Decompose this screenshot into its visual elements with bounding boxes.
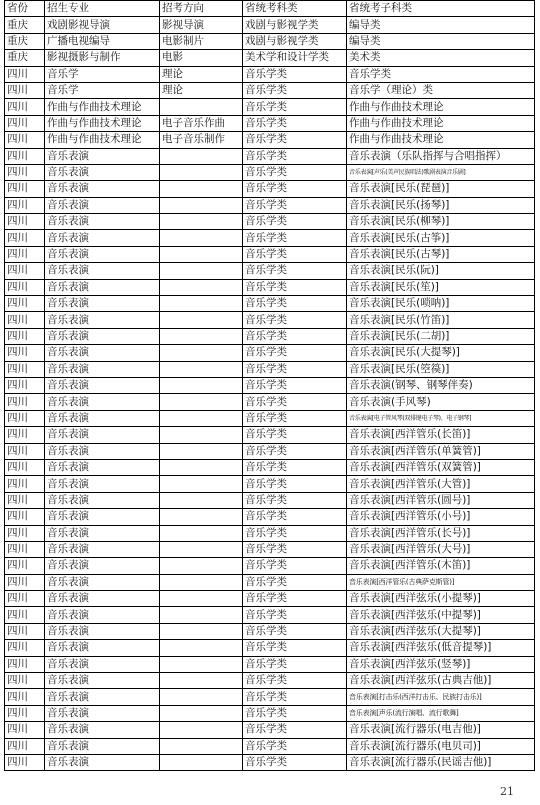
table-row <box>5 738 535 754</box>
table-row <box>5 263 535 279</box>
cell-major: 音乐表演 <box>45 525 160 541</box>
cell-direction: 电子音乐制作 <box>160 132 243 148</box>
table-row <box>5 427 535 443</box>
cell-direction <box>160 410 243 426</box>
cell-major: 音乐表演 <box>45 148 160 164</box>
cell-direction <box>160 246 243 262</box>
cell-exam-category: 音乐学类 <box>243 640 347 656</box>
cell-province: 四川 <box>5 492 45 508</box>
cell-province: 四川 <box>5 722 45 738</box>
cell-direction <box>160 377 243 393</box>
cell-exam-subcategory: 音乐表演[民乐(古筝)] <box>347 230 535 246</box>
cell-exam-category: 音乐学类 <box>243 754 347 770</box>
table-row <box>5 722 535 738</box>
cell-direction <box>160 591 243 607</box>
table-row <box>5 66 535 82</box>
cell-major: 音乐表演 <box>45 296 160 312</box>
cell-major: 音乐表演 <box>45 623 160 639</box>
cell-exam-category: 音乐学类 <box>243 476 347 492</box>
cell-province: 四川 <box>5 361 45 377</box>
cell-exam-category: 音乐学类 <box>243 558 347 574</box>
cell-exam-category: 音乐学类 <box>243 689 347 705</box>
cell-province: 四川 <box>5 574 45 590</box>
table-row <box>5 164 535 180</box>
cell-major: 音乐表演 <box>45 722 160 738</box>
cell-exam-subcategory: 音乐表演[声乐(流行演唱、流行歌舞] <box>347 705 535 721</box>
cell-exam-category: 音乐学类 <box>243 214 347 230</box>
cell-exam-category: 音乐学类 <box>243 722 347 738</box>
table-row <box>5 689 535 705</box>
cell-major: 作曲与作曲技术理论 <box>45 115 160 131</box>
cell-direction <box>160 738 243 754</box>
cell-major: 音乐表演 <box>45 705 160 721</box>
table-row <box>5 591 535 607</box>
cell-direction <box>160 181 243 197</box>
cell-exam-subcategory: 音乐表演[民乐(琵琶)] <box>347 181 535 197</box>
cell-direction <box>160 263 243 279</box>
cell-major: 音乐表演 <box>45 754 160 770</box>
table-row <box>5 361 535 377</box>
cell-major: 音乐表演 <box>45 476 160 492</box>
cell-major: 音乐表演 <box>45 312 160 328</box>
cell-exam-subcategory: 音乐表演[西洋管乐(圆号)] <box>347 492 535 508</box>
table-body <box>5 17 535 771</box>
header-exam-subcategory: 省统考子科类 <box>347 1 535 17</box>
cell-exam-subcategory: 音乐表演[西洋管乐(小号)] <box>347 509 535 525</box>
table-row <box>5 82 535 98</box>
cell-province: 四川 <box>5 279 45 295</box>
table-row <box>5 312 535 328</box>
cell-province: 四川 <box>5 754 45 770</box>
cell-exam-category: 音乐学类 <box>243 115 347 131</box>
cell-exam-subcategory: 音乐表演(钢琴、钢琴伴奏) <box>347 377 535 393</box>
cell-province: 四川 <box>5 427 45 443</box>
cell-exam-category: 音乐学类 <box>243 623 347 639</box>
cell-province: 四川 <box>5 115 45 131</box>
cell-direction: 电影 <box>160 50 243 66</box>
cell-province: 四川 <box>5 328 45 344</box>
cell-province: 四川 <box>5 705 45 721</box>
cell-major: 音乐表演 <box>45 230 160 246</box>
cell-exam-category: 戏剧与影视学类 <box>243 33 347 49</box>
cell-exam-category: 音乐学类 <box>243 656 347 672</box>
cell-direction <box>160 656 243 672</box>
cell-province: 四川 <box>5 591 45 607</box>
cell-exam-subcategory: 音乐表演[西洋弦乐(低音提琴)] <box>347 640 535 656</box>
cell-exam-subcategory: 音乐表演[电子管风琴(双排键电子琴)、电子钢琴] <box>347 410 535 426</box>
cell-province: 四川 <box>5 673 45 689</box>
cell-direction <box>160 476 243 492</box>
header-province: 省份 <box>5 1 45 17</box>
admissions-table-sheet <box>4 0 534 771</box>
cell-major: 音乐表演 <box>45 328 160 344</box>
cell-major: 音乐表演 <box>45 443 160 459</box>
cell-direction <box>160 754 243 770</box>
cell-exam-subcategory: 音乐表演[西洋管乐(双簧管)] <box>347 459 535 475</box>
cell-province: 四川 <box>5 181 45 197</box>
table-row <box>5 558 535 574</box>
cell-province: 四川 <box>5 296 45 312</box>
cell-exam-subcategory: 音乐表演[西洋管乐(长笛)] <box>347 427 535 443</box>
cell-major: 音乐表演 <box>45 640 160 656</box>
cell-province: 四川 <box>5 410 45 426</box>
table-row <box>5 246 535 262</box>
cell-exam-category: 音乐学类 <box>243 312 347 328</box>
cell-exam-category: 音乐学类 <box>243 459 347 475</box>
cell-province: 四川 <box>5 541 45 557</box>
cell-province: 四川 <box>5 459 45 475</box>
table-row <box>5 99 535 115</box>
cell-exam-category: 音乐学类 <box>243 509 347 525</box>
cell-province: 重庆 <box>5 33 45 49</box>
cell-major: 作曲与作曲技术理论 <box>45 99 160 115</box>
cell-province: 四川 <box>5 558 45 574</box>
cell-direction <box>160 164 243 180</box>
cell-major: 音乐表演 <box>45 673 160 689</box>
cell-exam-subcategory: 音乐表演[民乐(竹笛)] <box>347 312 535 328</box>
cell-major: 音乐表演 <box>45 689 160 705</box>
cell-exam-subcategory: 音乐表演[民乐(柳琴)] <box>347 214 535 230</box>
cell-exam-subcategory: 音乐表演[西洋管乐(单簧管)] <box>347 443 535 459</box>
cell-major: 音乐表演 <box>45 197 160 213</box>
table-row <box>5 673 535 689</box>
cell-direction <box>160 607 243 623</box>
cell-province: 四川 <box>5 148 45 164</box>
cell-exam-category: 音乐学类 <box>243 263 347 279</box>
table-row <box>5 541 535 557</box>
cell-exam-subcategory: 音乐表演[民乐(箜篌)] <box>347 361 535 377</box>
cell-direction <box>160 722 243 738</box>
cell-exam-subcategory: 作曲与作曲技术理论 <box>347 99 535 115</box>
cell-major: 音乐表演 <box>45 246 160 262</box>
cell-exam-category: 音乐学类 <box>243 410 347 426</box>
cell-exam-category: 音乐学类 <box>243 427 347 443</box>
cell-province: 四川 <box>5 214 45 230</box>
cell-major: 音乐表演 <box>45 492 160 508</box>
table-row <box>5 607 535 623</box>
table-row <box>5 574 535 590</box>
cell-major: 音乐表演 <box>45 558 160 574</box>
table-row <box>5 525 535 541</box>
cell-exam-category: 音乐学类 <box>243 296 347 312</box>
cell-direction <box>160 574 243 590</box>
table-row <box>5 181 535 197</box>
cell-direction <box>160 705 243 721</box>
cell-province: 四川 <box>5 607 45 623</box>
cell-exam-subcategory: 音乐表演[民乐(二胡)] <box>347 328 535 344</box>
cell-direction <box>160 427 243 443</box>
cell-major: 音乐表演 <box>45 656 160 672</box>
cell-major: 音乐表演 <box>45 574 160 590</box>
cell-exam-subcategory: 音乐表演[西洋管乐(大号)] <box>347 541 535 557</box>
header-major: 招生专业 <box>45 1 160 17</box>
cell-direction <box>160 148 243 164</box>
table-row <box>5 476 535 492</box>
cell-exam-subcategory: 编导类 <box>347 33 535 49</box>
cell-exam-subcategory: 音乐表演[流行器乐(民谣吉他)] <box>347 754 535 770</box>
cell-province: 四川 <box>5 689 45 705</box>
table-row <box>5 443 535 459</box>
cell-exam-subcategory: 音乐表演[流行器乐(电贝司)] <box>347 738 535 754</box>
cell-direction: 电影制片 <box>160 33 243 49</box>
cell-exam-category: 音乐学类 <box>243 377 347 393</box>
cell-province: 四川 <box>5 656 45 672</box>
table-row <box>5 328 535 344</box>
cell-direction <box>160 509 243 525</box>
cell-exam-subcategory: 音乐表演[西洋弦乐(大提琴)] <box>347 623 535 639</box>
cell-direction: 理论 <box>160 66 243 82</box>
cell-direction <box>160 689 243 705</box>
cell-major: 音乐表演 <box>45 181 160 197</box>
cell-exam-subcategory: 音乐表演[民乐(唢呐)] <box>347 296 535 312</box>
cell-direction <box>160 230 243 246</box>
cell-province: 重庆 <box>5 17 45 33</box>
cell-province: 四川 <box>5 476 45 492</box>
cell-exam-subcategory: 作曲与作曲技术理论 <box>347 115 535 131</box>
cell-major: 音乐表演 <box>45 591 160 607</box>
cell-exam-subcategory: 音乐表演[西洋弦乐(竖琴)] <box>347 656 535 672</box>
cell-province: 四川 <box>5 623 45 639</box>
cell-province: 四川 <box>5 640 45 656</box>
cell-province: 四川 <box>5 164 45 180</box>
cell-major: 戏剧影视导演 <box>45 17 160 33</box>
cell-province: 四川 <box>5 132 45 148</box>
cell-exam-subcategory: 音乐表演[西洋弦乐(古典吉他)] <box>347 673 535 689</box>
cell-exam-category: 音乐学类 <box>243 673 347 689</box>
cell-exam-category: 音乐学类 <box>243 394 347 410</box>
cell-exam-category: 音乐学类 <box>243 148 347 164</box>
cell-direction <box>160 279 243 295</box>
cell-exam-subcategory: 音乐表演[打击乐(西洋打击乐、民族打击乐)] <box>347 689 535 705</box>
cell-province: 四川 <box>5 230 45 246</box>
table-row <box>5 377 535 393</box>
cell-province: 四川 <box>5 738 45 754</box>
table-row <box>5 459 535 475</box>
cell-exam-category: 音乐学类 <box>243 607 347 623</box>
cell-direction <box>160 345 243 361</box>
cell-exam-subcategory: 音乐表演[西洋弦乐(中提琴)] <box>347 607 535 623</box>
cell-direction <box>160 214 243 230</box>
cell-direction <box>160 492 243 508</box>
header-exam-category: 省统考科类 <box>243 1 347 17</box>
table-row <box>5 492 535 508</box>
cell-major: 音乐表演 <box>45 738 160 754</box>
cell-major: 音乐表演 <box>45 279 160 295</box>
cell-major: 音乐表演 <box>45 607 160 623</box>
cell-major: 音乐学 <box>45 82 160 98</box>
cell-exam-subcategory: 音乐学类 <box>347 66 535 82</box>
cell-major: 音乐表演 <box>45 263 160 279</box>
cell-exam-subcategory: 音乐表演[西洋弦乐(小提琴)] <box>347 591 535 607</box>
cell-direction <box>160 361 243 377</box>
cell-exam-subcategory: 音乐表演[声乐(美声民族唱法)歌剧表演音乐剧] <box>347 164 535 180</box>
table-row <box>5 230 535 246</box>
cell-major: 音乐表演 <box>45 394 160 410</box>
cell-direction: 电子音乐作曲 <box>160 115 243 131</box>
cell-exam-category: 音乐学类 <box>243 738 347 754</box>
cell-direction <box>160 312 243 328</box>
cell-exam-category: 音乐学类 <box>243 230 347 246</box>
cell-exam-category: 音乐学类 <box>243 82 347 98</box>
cell-exam-subcategory: 音乐表演[西洋管乐(长号)] <box>347 525 535 541</box>
cell-major: 音乐表演 <box>45 459 160 475</box>
cell-direction <box>160 541 243 557</box>
cell-exam-category: 音乐学类 <box>243 525 347 541</box>
cell-exam-category: 音乐学类 <box>243 66 347 82</box>
cell-province: 重庆 <box>5 50 45 66</box>
cell-exam-category: 音乐学类 <box>243 132 347 148</box>
cell-direction: 理论 <box>160 82 243 98</box>
cell-exam-subcategory: 音乐表演[西洋管乐(古典萨克斯管)] <box>347 574 535 590</box>
cell-direction <box>160 443 243 459</box>
table-row <box>5 509 535 525</box>
table-row <box>5 345 535 361</box>
cell-exam-category: 音乐学类 <box>243 328 347 344</box>
cell-exam-subcategory: 音乐表演[民乐(扬琴)] <box>347 197 535 213</box>
cell-exam-category: 音乐学类 <box>243 361 347 377</box>
cell-province: 四川 <box>5 82 45 98</box>
cell-major: 音乐表演 <box>45 410 160 426</box>
cell-province: 四川 <box>5 197 45 213</box>
table-header-row <box>5 1 535 17</box>
table-row <box>5 640 535 656</box>
cell-exam-category: 音乐学类 <box>243 541 347 557</box>
cell-major: 作曲与作曲技术理论 <box>45 132 160 148</box>
cell-direction <box>160 99 243 115</box>
cell-direction <box>160 197 243 213</box>
cell-exam-category: 音乐学类 <box>243 99 347 115</box>
cell-direction: 影视导演 <box>160 17 243 33</box>
cell-province: 四川 <box>5 377 45 393</box>
table-row <box>5 754 535 770</box>
cell-province: 四川 <box>5 312 45 328</box>
table-row <box>5 148 535 164</box>
table-row <box>5 17 535 33</box>
cell-province: 四川 <box>5 66 45 82</box>
cell-direction <box>160 328 243 344</box>
table-row <box>5 296 535 312</box>
cell-exam-category: 音乐学类 <box>243 492 347 508</box>
cell-major: 音乐表演 <box>45 509 160 525</box>
cell-exam-category: 音乐学类 <box>243 345 347 361</box>
table-row <box>5 623 535 639</box>
cell-direction <box>160 394 243 410</box>
cell-province: 四川 <box>5 525 45 541</box>
cell-exam-category: 音乐学类 <box>243 574 347 590</box>
cell-exam-subcategory: 音乐表演[民乐(阮)] <box>347 263 535 279</box>
cell-province: 四川 <box>5 394 45 410</box>
table-row <box>5 115 535 131</box>
cell-exam-subcategory: 音乐表演[流行器乐(电吉他)] <box>347 722 535 738</box>
cell-direction <box>160 623 243 639</box>
table-row <box>5 656 535 672</box>
cell-direction <box>160 296 243 312</box>
cell-exam-category: 音乐学类 <box>243 246 347 262</box>
table-row <box>5 705 535 721</box>
page-number: 21 <box>500 785 514 798</box>
cell-province: 四川 <box>5 345 45 361</box>
cell-major: 音乐表演 <box>45 361 160 377</box>
cell-direction <box>160 459 243 475</box>
cell-exam-subcategory: 音乐表演[民乐(笙)] <box>347 279 535 295</box>
cell-exam-category: 美术学和设计学类 <box>243 50 347 66</box>
cell-exam-subcategory: 音乐表演[西洋管乐(大管)] <box>347 476 535 492</box>
cell-exam-subcategory: 音乐学（理论）类 <box>347 82 535 98</box>
cell-exam-category: 音乐学类 <box>243 181 347 197</box>
cell-exam-subcategory: 美术类 <box>347 50 535 66</box>
table-row <box>5 50 535 66</box>
cell-province: 四川 <box>5 246 45 262</box>
cell-major: 影视摄影与制作 <box>45 50 160 66</box>
cell-province: 四川 <box>5 263 45 279</box>
cell-major: 音乐表演 <box>45 377 160 393</box>
cell-exam-category: 音乐学类 <box>243 197 347 213</box>
admissions-table <box>4 0 535 771</box>
cell-exam-category: 音乐学类 <box>243 591 347 607</box>
cell-exam-subcategory: 音乐表演(手风琴) <box>347 394 535 410</box>
cell-direction <box>160 558 243 574</box>
cell-direction <box>160 640 243 656</box>
cell-major: 音乐表演 <box>45 427 160 443</box>
table-row <box>5 214 535 230</box>
cell-exam-category: 音乐学类 <box>243 164 347 180</box>
cell-major: 音乐表演 <box>45 345 160 361</box>
table-row <box>5 33 535 49</box>
cell-province: 四川 <box>5 509 45 525</box>
cell-major: 音乐表演 <box>45 164 160 180</box>
table-row <box>5 410 535 426</box>
table-row <box>5 132 535 148</box>
cell-province: 四川 <box>5 443 45 459</box>
table-row <box>5 197 535 213</box>
cell-exam-category: 音乐学类 <box>243 279 347 295</box>
cell-exam-subcategory: 音乐表演[民乐(大提琴)] <box>347 345 535 361</box>
cell-direction <box>160 525 243 541</box>
cell-exam-subcategory: 编导类 <box>347 17 535 33</box>
cell-exam-subcategory: 音乐表演（乐队指挥与合唱指挥） <box>347 148 535 164</box>
cell-major: 音乐学 <box>45 66 160 82</box>
cell-major: 音乐表演 <box>45 214 160 230</box>
cell-exam-subcategory: 音乐表演[民乐(古琴)] <box>347 246 535 262</box>
cell-major: 音乐表演 <box>45 541 160 557</box>
cell-province: 四川 <box>5 99 45 115</box>
table-row <box>5 394 535 410</box>
header-direction: 招考方向 <box>160 1 243 17</box>
cell-major: 广播电视编导 <box>45 33 160 49</box>
cell-exam-subcategory: 作曲与作曲技术理论 <box>347 132 535 148</box>
table-row <box>5 279 535 295</box>
cell-exam-subcategory: 音乐表演[西洋管乐(木笛)] <box>347 558 535 574</box>
cell-exam-category: 音乐学类 <box>243 443 347 459</box>
cell-exam-category: 戏剧与影视学类 <box>243 17 347 33</box>
cell-direction <box>160 673 243 689</box>
cell-exam-category: 音乐学类 <box>243 705 347 721</box>
